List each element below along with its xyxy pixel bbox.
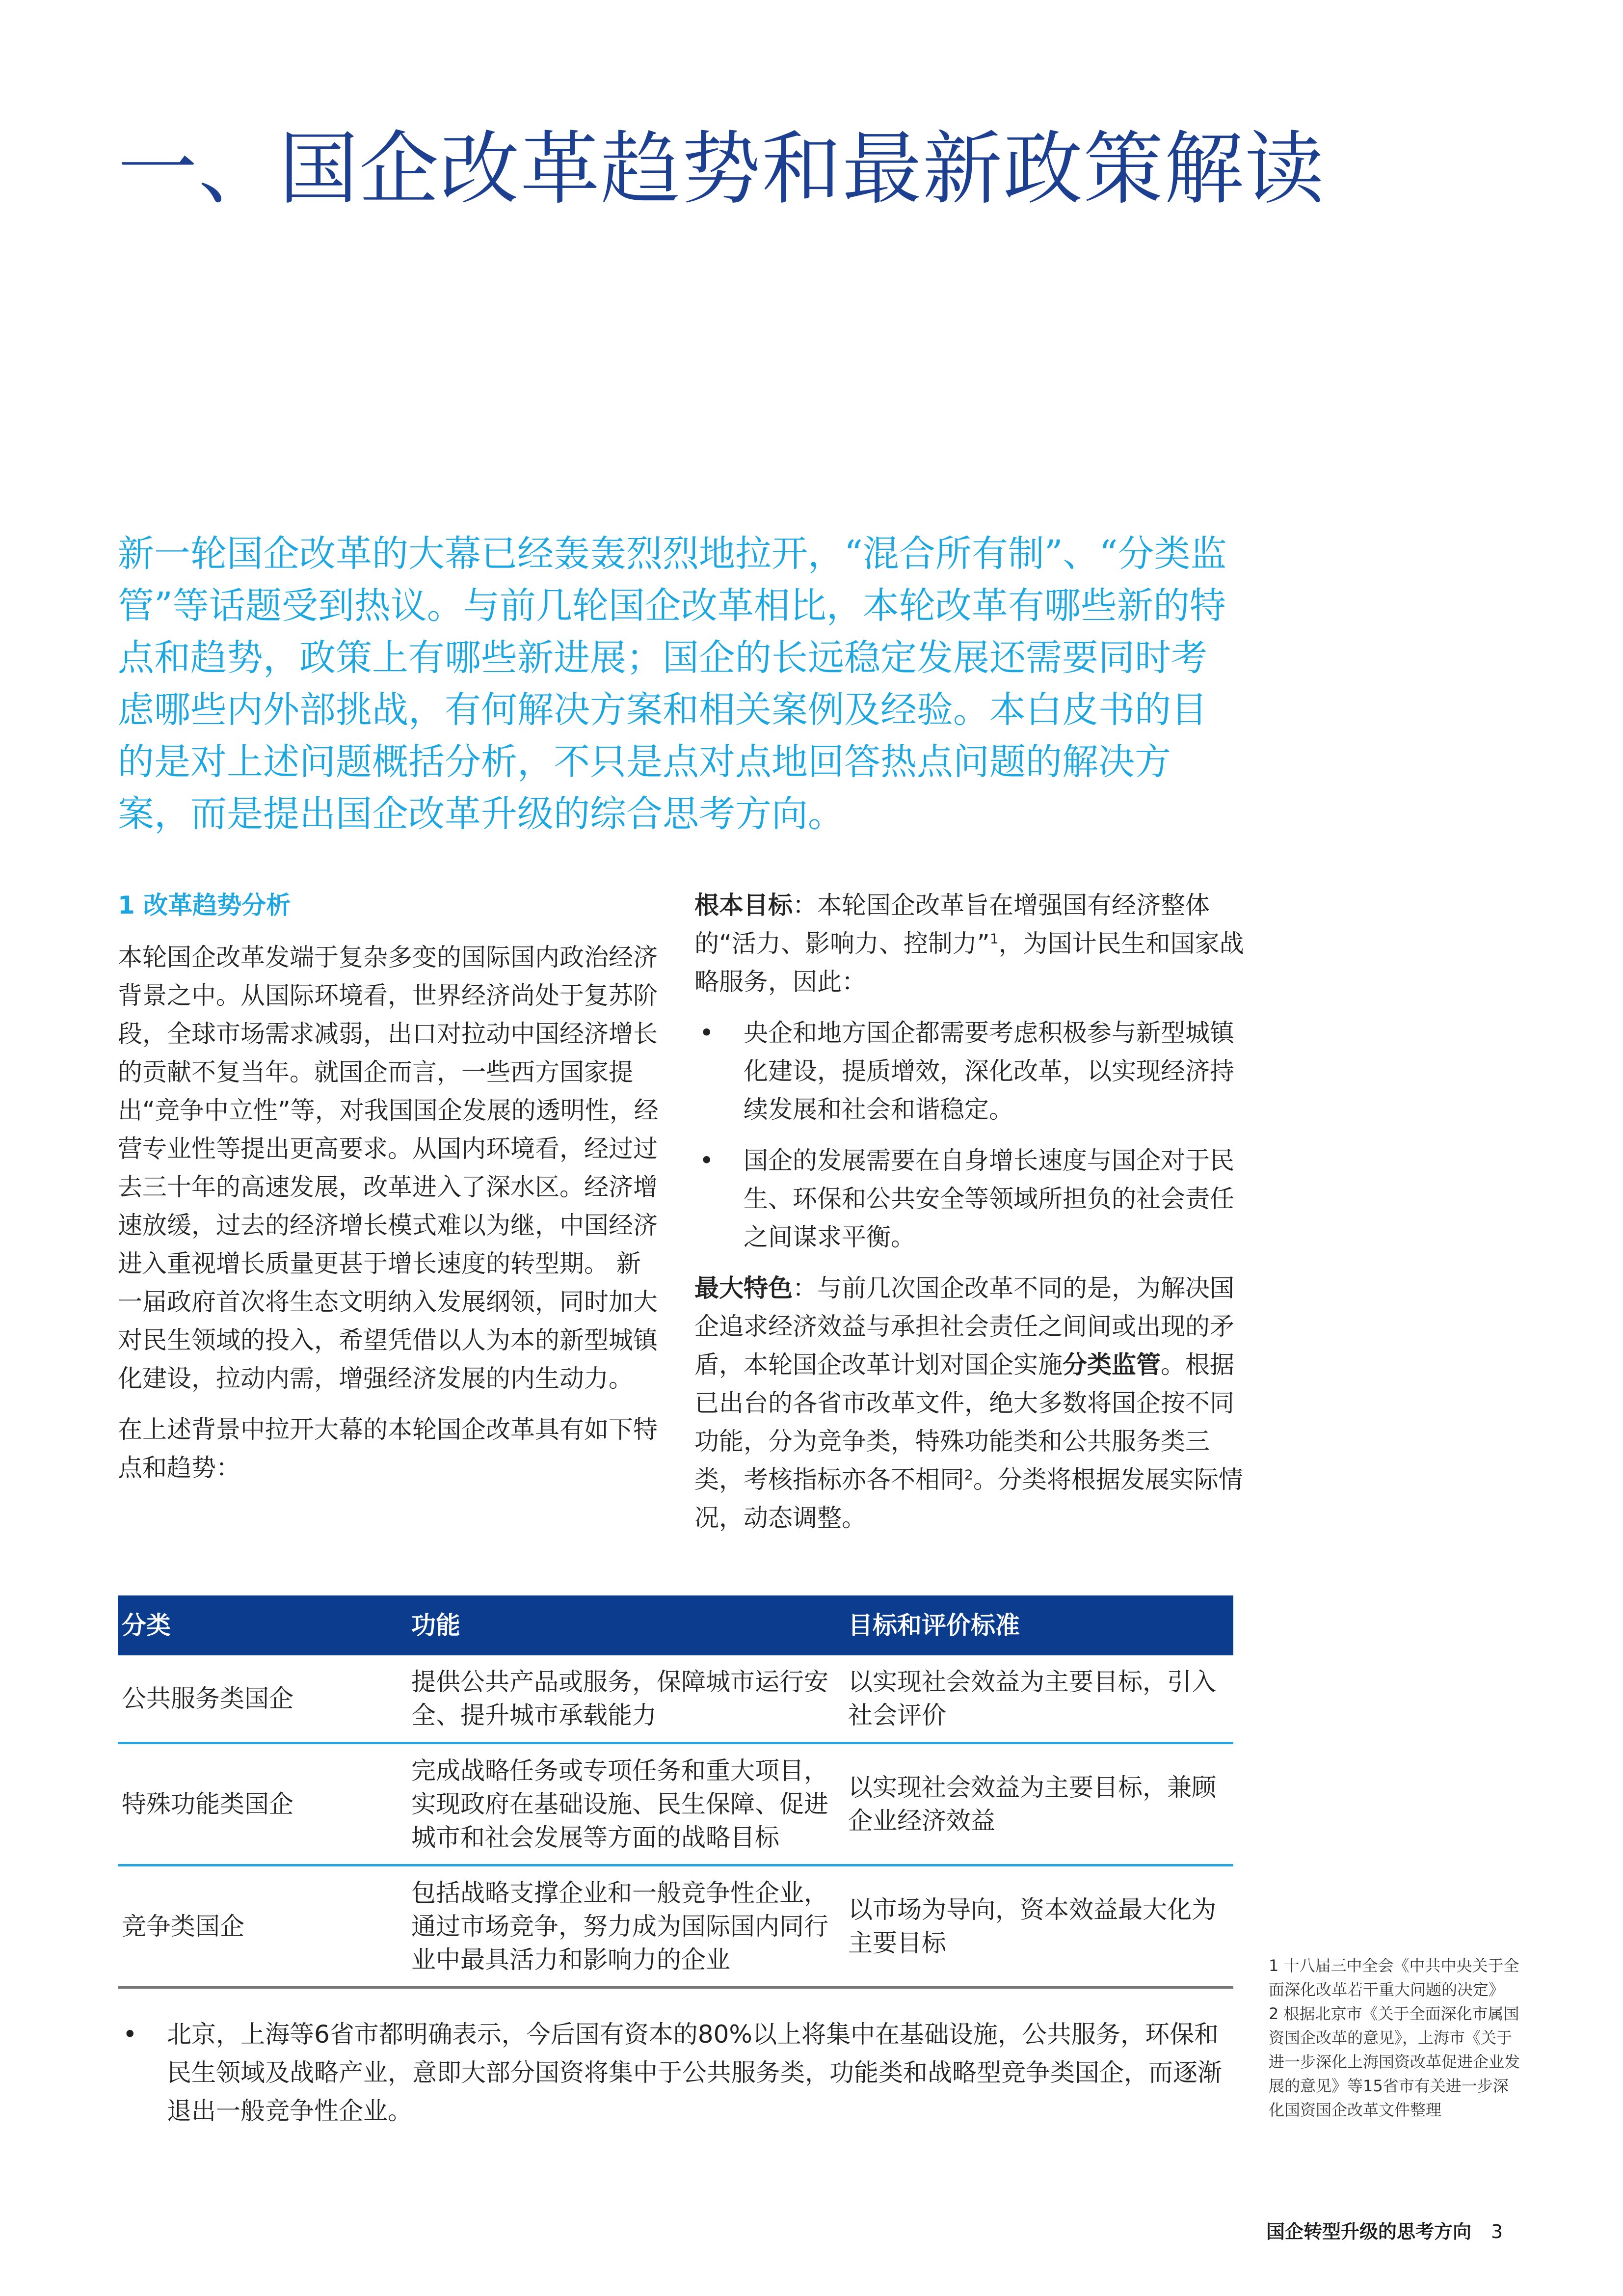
table-cell-category: 公共服务类国企 [118,1655,407,1743]
footer-title: 国企转型升级的思考方向 [1266,2221,1472,2242]
classification-table [118,1595,1233,1989]
goal-label: 根本目标 [694,891,793,919]
table-cell-category: 特殊功能类国企 [118,1743,407,1865]
background-paragraph: 本轮国企改革发端于复杂多变的国际国内政治经济背景之中。从国际环境看，世界经济尚处于复苏阶段，全球市场需求减弱，出口对拉动中国经济增长的贡献不复当年。就国企而言，一些西方国家提出“竞争中立性”等，对我国国企发展的透明性，经营专业性等提出更高要求。从国内环境看，经过过去三十年的高速发展，改革进入了深水区。经济增速放缓，过去的经济增长模式难以为继，中国经济进入重视增长质量更甚于增长速度的转型期。 新一届政府首次将生态文明纳入发展纲领，同时加大对民生领域的投入，希望凭借以人为本的新型城镇化建设，拉动内需，增强经济发展的内生动力。 [118,943,659,1393]
table-cell-function: 提供公共产品或服务，保障城市运行安全、提升城市承载能力 [407,1655,844,1743]
table-cell-goal: 以实现社会效益为主要目标，引入社会评价 [844,1655,1233,1743]
intro-paragraph: 新一轮国企改革的大幕已经轰轰烈烈地拉开，“混合所有制”、“分类监管”等话题受到热议。与前几轮国企改革相比，本轮改革有哪些新的特点和趋势，政策上有哪些新进展；国企的长远稳定发展还需要同时考虑哪些内外部挑战，有何解决方案和相关案例及经验。本白皮书的目的是对上述问题概括分析，不只是点对点地回答热点问题的解决方案，而是提出国企改革升级的综合思考方向。 [118,533,1227,835]
list-item-text: 国企的发展需要在自身增长速度与国企对于民生、环保和公共安全等领域所担负的社会责任之间谋求平衡。 [744,1146,1234,1251]
goal-text: ：本轮国企改革旨在增强国有经济整体的“活力、影响力、控制力” [694,891,1210,958]
table-row [118,1743,1233,1865]
left-column [118,886,663,1500]
table-cell-function: 包括战略支撑企业和一般竞争性企业，通过市场竞争，努力成为国际国内同行业中最具活力和影响力的企业 [407,1865,844,1988]
bullet-icon: • [699,1146,714,1175]
table-cell-goal: 以实现社会效益为主要目标，兼顾企业经济效益 [844,1743,1233,1865]
header-function: 功能 [407,1595,844,1655]
list-item-text: 北京，上海等6省市都明确表示，今后国有资本的80%以上将集中在基础设施，公共服务，环保和民生领域及战略产业，意即大部分国资将集中于公共服务类，功能类和战略型竞争类国企，而逐渐退出一般竞争性企业。 [167,2020,1222,2125]
table-cell-function: 完成战略任务或专项任务和重大项目，实现政府在基础设施、民生保障、促进城市和社会发展等方面的战略目标 [407,1743,844,1865]
table-row [118,1655,1233,1743]
bottom-bullet-list [118,2015,1232,2143]
table-row [118,1865,1233,1988]
footnotes [1269,1954,1524,2122]
feature-label: 最大特色 [694,1274,793,1302]
goal-paragraph [694,886,1244,1001]
trend-lead-paragraph: 在上述背景中拉开大幕的本轮国企改革具有如下特点和趋势： [118,1415,658,1482]
page-number: 3 [1491,2221,1503,2242]
list-item [694,1014,1244,1129]
table-cell-category: 竞争类国企 [118,1865,407,1988]
table-cell-goal: 以市场为导向，资本效益最大化为主要目标 [844,1865,1233,1988]
page-footer [1266,2216,1503,2243]
footnote-1: 1 十八届三中全会《中共中央关于全面深化改革若干重大问题的决定》 [1269,1956,1519,1999]
goal-bullet-list [694,1014,1244,1256]
feature-text-mid: 。根据已出台的各省市改革文件，绝大多数将国企按不同功能，分为竞争类，特殊功能类和公共服务类三类，考核指标亦各不相同 [694,1351,1234,1494]
table-header-row [118,1595,1233,1655]
list-item [118,2015,1232,2130]
page-title: 一、国企改革趋势和最新政策解读 [118,123,1325,216]
bullet-icon: • [123,2020,137,2049]
feature-bold-term: 分类监管 [1063,1351,1161,1379]
list-item-text: 央企和地方国企都需要考虑积极参与新型城镇化建设，提质增效，深化改革，以实现经济持续发展和社会和谐稳定。 [744,1019,1234,1124]
section-heading: 1 改革趋势分析 [118,891,291,919]
feature-text-tail: 。分类将根据发展实际情况，动态调整。 [694,1465,1243,1532]
right-column [694,886,1244,1550]
footnote-ref-2: 2 [964,1466,973,1483]
header-goal: 目标和评价标准 [844,1595,1233,1655]
feature-text: ：与前几次国企改革不同的是，为解决国企追求经济效益与承担社会责任之间间或出现的矛盾，本轮国企改革计划对国企实施 [694,1274,1234,1379]
footnote-ref-1: 1 [989,930,999,947]
goal-text-tail: ，为国计民生和国家战略服务，因此： [694,929,1244,996]
list-item [694,1141,1244,1256]
feature-paragraph [694,1269,1244,1537]
footnote-2: 2 根据北京市《关于全面深化市属国资国企改革的意见》，上海市《关于进一步深化上海国资改革促进企业发展的意见》等15省市有关进一步深化国资国企改革文件整理 [1269,2004,1520,2119]
bullet-icon: • [699,1019,714,1047]
header-category: 分类 [118,1595,407,1655]
